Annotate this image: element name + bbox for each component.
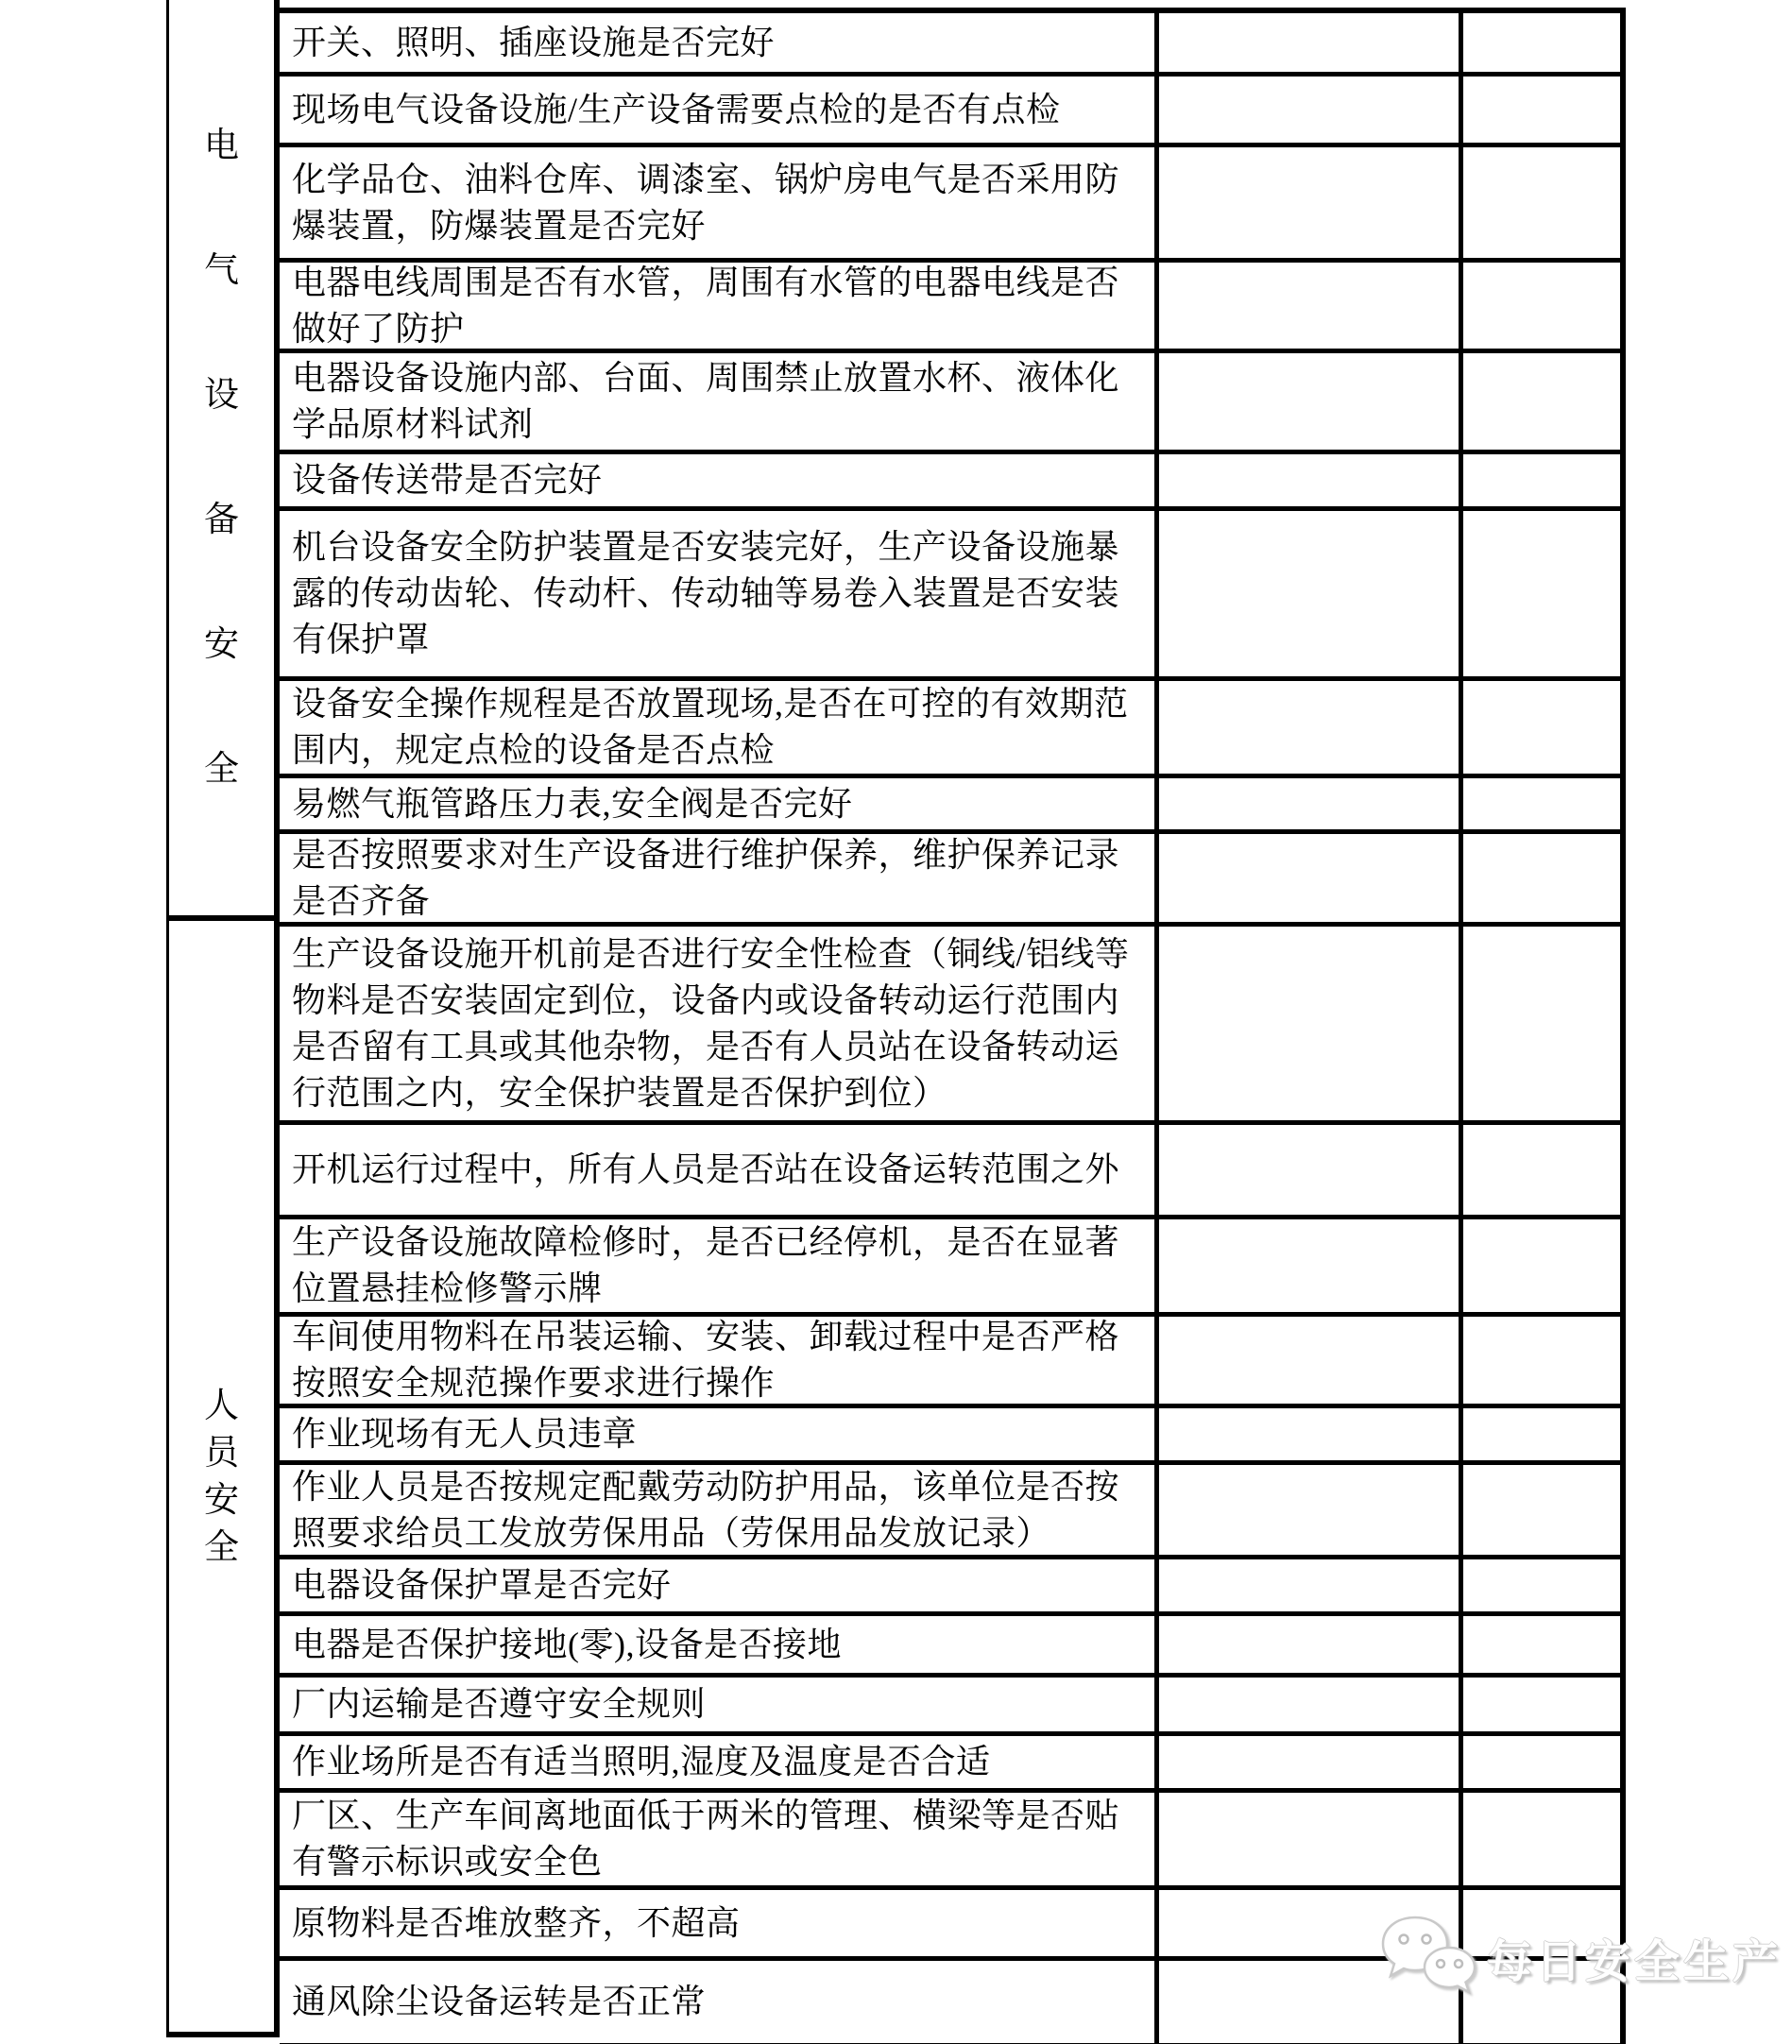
table-row [280, 1616, 1620, 1678]
check-cell-2[interactable] [1463, 1616, 1620, 1673]
table-row [280, 927, 1620, 1125]
table-row [280, 1317, 1620, 1408]
table-row [280, 1736, 1620, 1793]
check-cell-2[interactable] [1463, 1736, 1620, 1788]
check-cell-1[interactable] [1159, 13, 1463, 72]
check-cell-2[interactable] [1463, 927, 1620, 1120]
checklist-rows [280, 8, 1626, 2044]
category-cell-electrical-equipment-safety [169, 0, 274, 921]
table-row [280, 681, 1620, 778]
check-cell-2[interactable] [1463, 454, 1620, 506]
category-column [166, 0, 280, 2037]
checklist-item-text: 作业场所是否有适当照明,湿度及温度是否合适 [280, 1736, 1159, 1788]
wechat-watermark [1377, 1910, 1782, 2004]
check-cell-1[interactable] [1159, 1317, 1463, 1404]
check-cell-1[interactable] [1159, 1793, 1463, 1885]
checklist-item-text: 作业现场有无人员违章 [280, 1408, 1159, 1460]
checklist-item-text: 开关、照明、插座设施是否完好 [280, 13, 1159, 72]
watermark-text: 每日安全生产 [1487, 1936, 1783, 1987]
category-cell-personnel-safety [169, 921, 274, 2032]
checklist-item-text: 现场电气设备设施/生产设备需要点检的是否有点检 [280, 77, 1159, 143]
check-cell-1[interactable] [1159, 681, 1463, 774]
table-row [280, 1408, 1620, 1465]
checklist-item-text: 厂区、生产车间离地面低于两米的管理、横梁等是否贴有警示标识或安全色 [280, 1793, 1159, 1885]
check-cell-2[interactable] [1463, 1793, 1620, 1885]
check-cell-1[interactable] [1159, 1616, 1463, 1673]
check-cell-2[interactable] [1463, 353, 1620, 450]
checklist-item-text: 生产设备设施开机前是否进行安全性检查（铜线/铝线等物料是否安装固定到位，设备内或设备转动运行范围内是否留有工具或其他杂物，是否有人员站在设备转动运行范围之内，安全保护装置是否保护到位） [280, 927, 1159, 1120]
check-cell-1[interactable] [1159, 1125, 1463, 1215]
category-label-electrical-equipment-safety: 电 气 设 备 安 全 [204, 127, 239, 789]
safety-checklist-table [166, 0, 1626, 2037]
check-cell-2[interactable] [1463, 681, 1620, 774]
checklist-item-text: 是否按照要求对生产设备进行维护保养，维护保养记录是否齐备 [280, 834, 1159, 922]
check-cell-2[interactable] [1463, 1408, 1620, 1460]
table-row [280, 1219, 1620, 1317]
table-row [280, 353, 1620, 454]
check-cell-1[interactable] [1159, 1678, 1463, 1731]
check-cell-1[interactable] [1159, 834, 1463, 922]
checklist-item-text: 化学品仓、油料仓库、调漆室、锅炉房电气是否采用防爆装置，防爆装置是否完好 [280, 147, 1159, 258]
checklist-item-text: 电器电线周围是否有水管，周围有水管的电器电线是否做好了防护 [280, 263, 1159, 349]
check-cell-2[interactable] [1463, 511, 1620, 676]
table-row [280, 511, 1620, 681]
check-cell-1[interactable] [1159, 263, 1463, 349]
checklist-item-text: 通风除尘设备运转是否正常 [280, 1961, 1159, 2043]
check-cell-1[interactable] [1159, 927, 1463, 1120]
table-row [280, 263, 1620, 353]
category-label-personnel-safety: 人 员 安 全 [204, 1386, 239, 1567]
check-cell-1[interactable] [1159, 1736, 1463, 1788]
wechat-logo-icon [1377, 1910, 1481, 2004]
checklist-item-text: 机台设备安全防护装置是否安装完好，生产设备设施暴露的传动齿轮、传动杆、传动轴等易卷入装置是否安装有保护罩 [280, 511, 1159, 676]
check-cell-1[interactable] [1159, 1219, 1463, 1312]
checklist-item-text: 设备传送带是否完好 [280, 454, 1159, 506]
table-row [280, 1125, 1620, 1219]
check-cell-2[interactable] [1463, 778, 1620, 829]
check-cell-2[interactable] [1463, 1678, 1620, 1731]
checklist-item-text: 厂内运输是否遵守安全规则 [280, 1678, 1159, 1731]
table-row [280, 147, 1620, 263]
check-cell-2[interactable] [1463, 834, 1620, 922]
check-cell-2[interactable] [1463, 1465, 1620, 1555]
check-cell-2[interactable] [1463, 13, 1620, 72]
checklist-item-text: 电器是否保护接地(零),设备是否接地 [280, 1616, 1159, 1673]
checklist-item-text: 易燃气瓶管路压力表,安全阀是否完好 [280, 778, 1159, 829]
check-cell-2[interactable] [1463, 1125, 1620, 1215]
checklist-item-text: 电器设备保护罩是否完好 [280, 1559, 1159, 1611]
check-cell-1[interactable] [1159, 147, 1463, 258]
checklist-rows-area [280, 0, 1626, 2037]
check-cell-2[interactable] [1463, 263, 1620, 349]
checklist-item-text: 原物料是否堆放整齐，不超高 [280, 1890, 1159, 1956]
checklist-item-text: 车间使用物料在吊装运输、安装、卸载过程中是否严格按照安全规范操作要求进行操作 [280, 1317, 1159, 1404]
checklist-item-text: 设备安全操作规程是否放置现场,是否在可控的有效期范围内，规定点检的设备是否点检 [280, 681, 1159, 774]
check-cell-1[interactable] [1159, 454, 1463, 506]
check-cell-2[interactable] [1463, 1219, 1620, 1312]
table-row [280, 1559, 1620, 1616]
check-cell-1[interactable] [1159, 1465, 1463, 1555]
table-row [280, 834, 1620, 927]
checklist-item-text: 作业人员是否按规定配戴劳动防护用品，该单位是否按照要求给员工发放劳保用品（劳保用品发放记录） [280, 1465, 1159, 1555]
check-cell-2[interactable] [1463, 147, 1620, 258]
table-row [280, 77, 1620, 147]
table-row [280, 13, 1620, 77]
checklist-item-text: 电器设备设施内部、台面、周围禁止放置水杯、液体化学品原材料试剂 [280, 353, 1159, 450]
checklist-item-text: 生产设备设施故障检修时，是否已经停机，是否在显著位置悬挂检修警示牌 [280, 1219, 1159, 1312]
check-cell-1[interactable] [1159, 511, 1463, 676]
table-row [280, 778, 1620, 834]
check-cell-2[interactable] [1463, 1317, 1620, 1404]
check-cell-2[interactable] [1463, 1559, 1620, 1611]
check-cell-1[interactable] [1159, 1408, 1463, 1460]
check-cell-1[interactable] [1159, 77, 1463, 143]
checklist-item-text: 开机运行过程中，所有人员是否站在设备运转范围之外 [280, 1125, 1159, 1215]
check-cell-2[interactable] [1463, 77, 1620, 143]
table-row [280, 1465, 1620, 1559]
table-row [280, 454, 1620, 511]
check-cell-1[interactable] [1159, 353, 1463, 450]
table-row [280, 1678, 1620, 1736]
table-row [280, 1793, 1620, 1890]
check-cell-1[interactable] [1159, 1559, 1463, 1611]
check-cell-1[interactable] [1159, 778, 1463, 829]
